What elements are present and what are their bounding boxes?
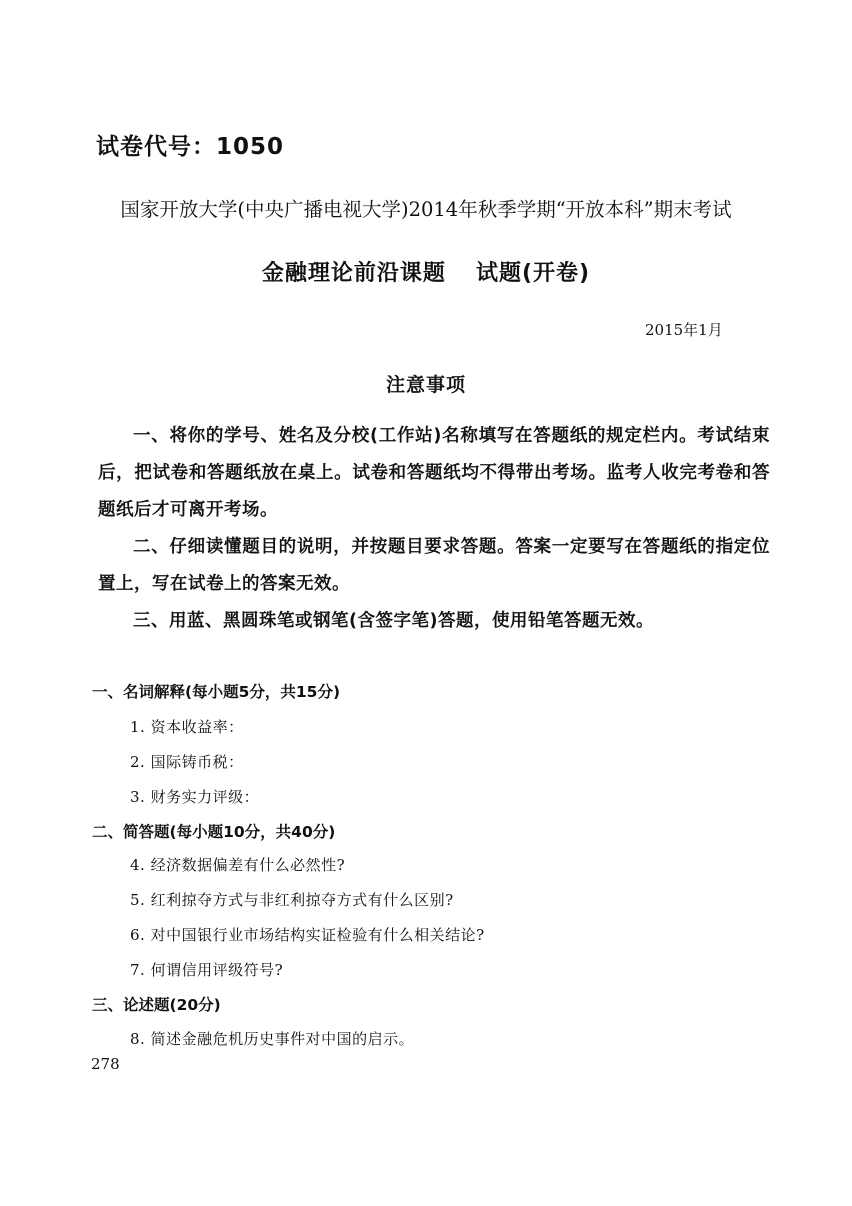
question-5: 5. 红利掠夺方式与非红利掠夺方式有什么区别? — [130, 891, 454, 909]
notice-item-1: 一、将你的学号、姓名及分校(工作站)名称填写在答题纸的规定栏内。考试结束后，把试卷和答题纸放在桌上。试卷和答题纸均不得带出考场。监考人收完考卷和答题纸后才可离开考场。 — [98, 426, 770, 520]
notice-item-2: 二、仔细读懂题目的说明，并按题目要求答题。答案一定要写在答题纸的指定位置上，写在试卷上的答案无效。 — [98, 537, 770, 594]
notice-item-3: 三、用蓝、黑圆珠笔或钢笔(含签字笔)答题，使用铅笔答题无效。 — [133, 611, 654, 631]
question-3: 3. 财务实力评级： — [130, 788, 260, 806]
exam-header: 国家开放大学(中央广播电视大学)2014年秋季学期“开放本科”期末考试 — [120, 198, 732, 221]
page-number: 278 — [91, 1055, 120, 1073]
question-4: 4. 经济数据偏差有什么必然性? — [130, 856, 346, 874]
exam-code: 试卷代号：1050 — [96, 134, 285, 160]
question-6: 6. 对中国银行业市场结构实证检验有什么相关结论? — [130, 926, 485, 944]
question-2: 2. 国际铸币税： — [130, 753, 244, 771]
section-heading-short-answer: 二、简答题(每小题10分，共40分) — [92, 823, 336, 841]
question-7: 7. 何谓信用评级符号? — [130, 961, 284, 979]
exam-title — [0, 256, 852, 287]
question-1: 1. 资本收益率： — [130, 718, 244, 736]
section-heading-essay: 三、论述题(20分) — [92, 996, 221, 1014]
exam-title-sub: 试题(开卷) — [475, 261, 591, 286]
question-8: 8. 简述金融危机历史事件对中国的启示。 — [130, 1030, 415, 1048]
exam-title-main: 金融理论前沿课题 — [261, 261, 446, 286]
notice-title: 注意事项 — [385, 374, 466, 396]
section-heading-terms: 一、名词解释(每小题5分，共15分) — [92, 683, 341, 701]
exam-date: 2015年1月 — [645, 321, 723, 339]
